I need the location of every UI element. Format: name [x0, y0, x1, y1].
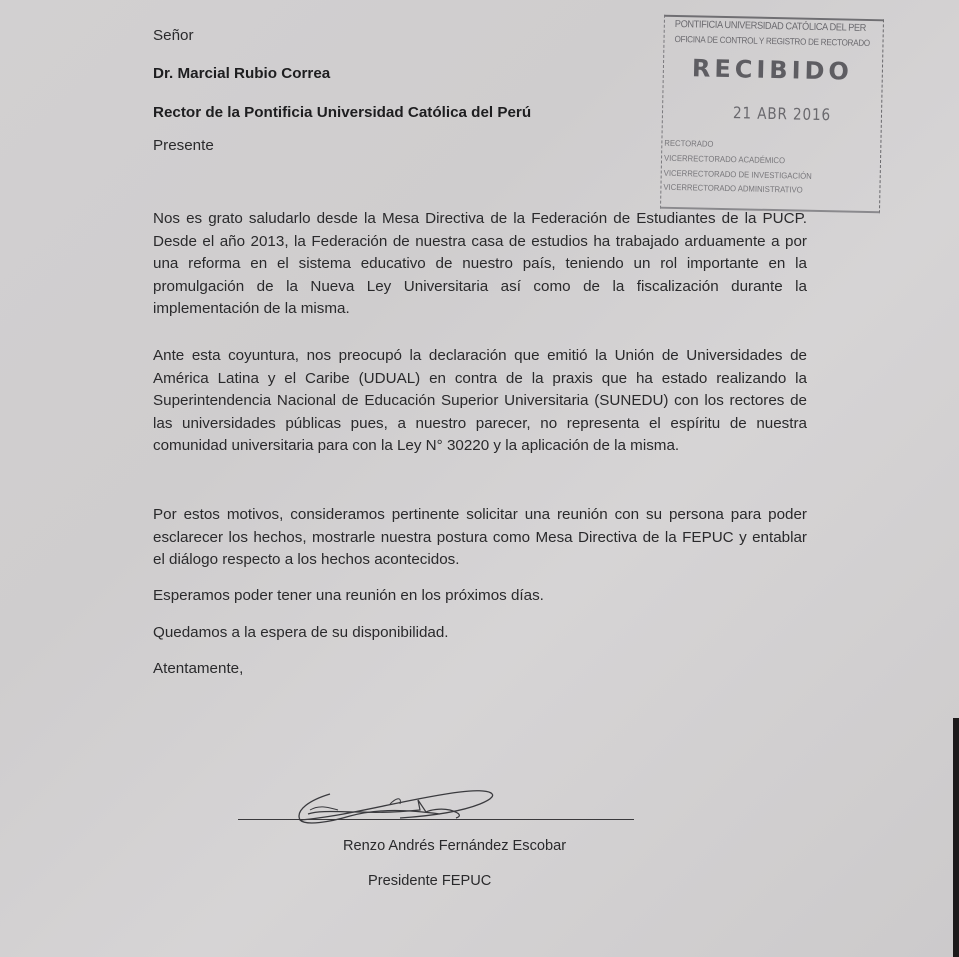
stamp-department: RECTORADO [664, 137, 714, 149]
paragraph-waiting: Quedamos a la espera de su disponibilidad. [153, 624, 449, 641]
signer-name: Renzo Andrés Fernández Escobar [343, 838, 567, 854]
paragraph-greeting: Nos es grato saludarlo desde la Mesa Directiva de la Federación de Estudiantes de la PUCP. Desde el año 2013, la Federación de nuestra casa de estudios ha trabajado arduamente a por una reforma en el sistema educativo de nuestro país, teniendo un rol importante en la promulgación de la Nueva Ley Universitaria así como de la fiscalización durante la implementación de la misma. [153, 210, 807, 318]
signer-title: Presidente FEPUC [368, 873, 492, 889]
stamp-department: VICERRECTORADO DE INVESTIGACIÓN [663, 167, 812, 181]
stamp-date: 21 ABR 2016 [732, 103, 832, 125]
presente-label: Presente [153, 137, 214, 154]
signature-line [238, 819, 634, 820]
photo-edge-shadow [953, 718, 959, 957]
paragraph-request: Por estos motivos, consideramos pertinente solicitar una reunión con su persona para poder esclarecer los hechos, mostrarle nuestra postura como Mesa Directiva de la FEPUC y entablar el diálogo respecto a los hechos acontecidos. [153, 506, 807, 569]
salutation: Señor [153, 27, 194, 44]
stamp-office: OFICINA DE CONTROL Y REGISTRO DE RECTORADO [674, 33, 871, 49]
paragraph-hope: Esperamos poder tener una reunión en los próximos días. [153, 587, 544, 604]
stamp-status: RECIBIDO [691, 54, 854, 86]
stamp-department: VICERRECTORADO ADMINISTRATIVO [663, 181, 803, 195]
stamp-institution: PONTIFICIA UNIVERSIDAD CATÓLICA DEL PER [674, 18, 867, 34]
signature-image [290, 780, 500, 830]
received-stamp [660, 15, 884, 214]
recipient-name: Dr. Marcial Rubio Correa [153, 65, 331, 82]
recipient-title: Rector de la Pontificia Universidad Católica del Perú [153, 104, 532, 121]
paragraph-context: Ante esta coyuntura, nos preocupó la declaración que emitió la Unión de Universidades de América Latina y el Caribe (UDUAL) en contra de la praxis que ha estado realizando la Superintendencia Nacional de Educación Superior Universitaria (SUNEDU) con los rectores de las universidades públicas pues, a nuestro parecer, no representa el espíritu de nuestra comunidad universitaria para con la Ley N° 30220 y la aplicación de la misma. [153, 347, 807, 455]
stamp-department: VICERRECTORADO ACADÉMICO [663, 152, 786, 166]
closing: Atentamente, [153, 660, 244, 677]
